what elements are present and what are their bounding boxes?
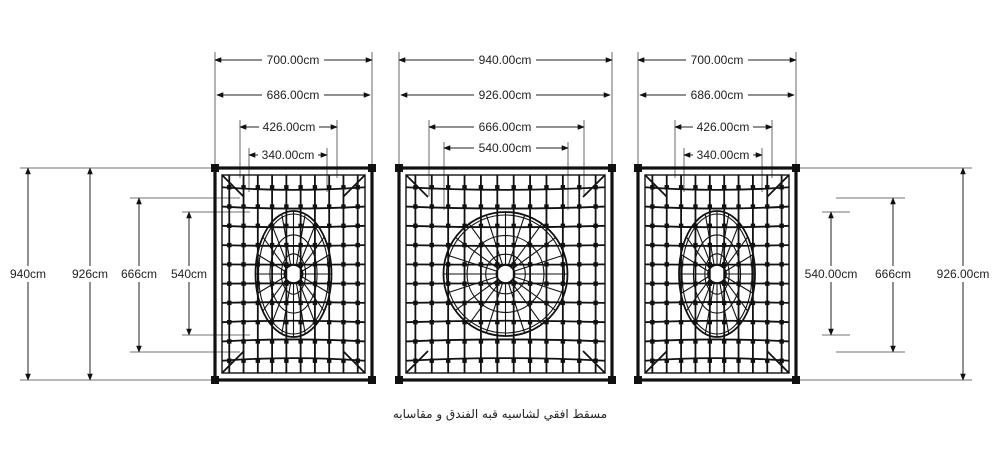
joint-node [327,359,331,363]
joint-node [227,224,231,228]
joint-node [479,185,483,189]
dome-radial-rib [302,255,330,272]
dim-label-top-2: 926.00cm [478,88,532,102]
joint-node [284,204,288,208]
joint-node [446,224,450,228]
joint-node [462,359,466,363]
dome-radial-rib [302,277,330,294]
corner-plate [792,164,800,172]
joint-node [765,281,769,285]
joint-node [479,339,483,343]
joint-node [356,224,360,228]
dim-label-side-2: 926cm [71,267,109,281]
joint-node [413,301,417,305]
joint-node [511,339,515,343]
dim-label-top-2: 686.00cm [266,88,320,102]
joint-node [327,204,331,208]
joint-node [650,339,654,343]
joint-node [679,185,683,189]
joint-node [765,320,769,324]
joint-node [241,320,245,324]
joint-node [227,281,231,285]
joint-node [577,185,581,189]
joint-node [779,359,783,363]
dim-label-top-3: 426.00cm [696,120,750,134]
joint-node [779,204,783,208]
joint-node [341,204,345,208]
joint-node [751,185,755,189]
joint-node [413,339,417,343]
joint-node [593,301,597,305]
joint-node [561,320,565,324]
joint-node [446,204,450,208]
joint-node [708,320,712,324]
joint-node [779,301,783,305]
joint-node [327,185,331,189]
joint-node [495,224,499,228]
joint-node [751,224,755,228]
plan-center [395,52,616,384]
joint-node [650,224,654,228]
dim-label-side-2: 666cm [874,267,912,281]
joint-node [298,320,302,324]
dim-label-top-4: 540.00cm [478,141,532,155]
corner-brace [645,175,667,197]
joint-node [495,339,499,343]
corner-plate [211,376,219,384]
joint-node [341,262,345,266]
joint-node [341,339,345,343]
joint-node [650,243,654,247]
joint-node [708,359,712,363]
joint-node [593,281,597,285]
joint-node [693,185,697,189]
corner-plate [608,376,616,384]
plan-right [634,52,993,384]
joint-node [313,359,317,363]
joint-node [561,359,565,363]
joint-node [341,224,345,228]
corner-brace [343,175,365,197]
joint-node [593,243,597,247]
joint-node [356,339,360,343]
joint-node [462,281,466,285]
joint-node [650,281,654,285]
joint-node [528,185,532,189]
joint-node [765,301,769,305]
joint-node [413,204,417,208]
joint-node [356,243,360,247]
joint-node [650,320,654,324]
joint-node [511,359,515,363]
joint-node [341,185,345,189]
joint-node [430,243,434,247]
dim-label-top-3: 666.00cm [478,120,532,134]
joint-node [650,185,654,189]
joint-node [650,359,654,363]
joint-node [462,204,466,208]
joint-node [751,339,755,343]
joint-node [679,204,683,208]
joint-node [765,262,769,266]
joint-node [227,204,231,208]
plan-center-top-dimensions [399,52,612,155]
joint-node [256,224,260,228]
joint-node [708,339,712,343]
joint-node [298,339,302,343]
joint-node [528,320,532,324]
joint-node [561,204,565,208]
joint-node [693,204,697,208]
joint-node [511,204,515,208]
joint-node [446,339,450,343]
joint-node [751,359,755,363]
frame-outer-rect [215,168,372,380]
joint-node [356,185,360,189]
joint-node [593,339,597,343]
joint-node [479,224,483,228]
joint-node [722,359,726,363]
joint-node [665,359,669,363]
joint-node [722,320,726,324]
corner-brace [222,175,244,197]
joint-node [679,320,683,324]
joint-node [356,204,360,208]
joint-node [430,359,434,363]
joint-node [413,281,417,285]
joint-node [593,224,597,228]
joint-node [356,262,360,266]
joint-node [413,224,417,228]
joint-node [765,243,769,247]
joint-node [665,301,669,305]
plan-left-top-dimensions [215,52,372,162]
joint-node [298,185,302,189]
joint-node [561,224,565,228]
joint-node [665,281,669,285]
joint-node [561,185,565,189]
joint-node [528,339,532,343]
corner-plate [211,164,219,172]
dome-oculus [497,265,515,283]
joint-node [779,281,783,285]
joint-node [736,185,740,189]
joint-node [341,281,345,285]
joint-node [722,204,726,208]
joint-node [298,359,302,363]
joint-node [313,204,317,208]
joint-node [751,320,755,324]
joint-node [341,301,345,305]
joint-node [413,243,417,247]
joint-node [227,320,231,324]
joint-node [544,281,548,285]
joint-node [495,320,499,324]
corner-plate [634,164,642,172]
joint-node [736,339,740,343]
dome-radial-rib [257,277,285,294]
joint-node [256,320,260,324]
joint-node [722,185,726,189]
corner-brace [406,351,428,373]
corner-plate [395,164,403,172]
corner-plate [792,376,800,384]
joint-node [577,262,581,266]
horizontal-bar [406,358,605,361]
joint-node [227,359,231,363]
joint-node [430,224,434,228]
joint-node [430,262,434,266]
horizontal-bar [406,207,605,209]
joint-node [227,185,231,189]
joint-node [593,262,597,266]
joint-node [313,339,317,343]
joint-node [241,204,245,208]
corner-plate [368,164,376,172]
joint-node [241,243,245,247]
dim-label-side-3: 926.00cm [936,267,990,281]
joint-node [327,339,331,343]
joint-node [708,185,712,189]
joint-node [577,301,581,305]
joint-node [241,301,245,305]
joint-node [270,204,274,208]
joint-node [650,301,654,305]
joint-node [665,224,669,228]
joint-node [665,185,669,189]
joint-node [751,204,755,208]
joint-node [430,185,434,189]
joint-node [341,359,345,363]
joint-node [241,224,245,228]
joint-node [356,359,360,363]
joint-node [356,281,360,285]
joint-node [462,339,466,343]
joint-node [577,224,581,228]
joint-node [241,185,245,189]
corner-brace [767,351,789,373]
dim-label-side-1: 540.00cm [804,267,858,281]
joint-node [479,204,483,208]
joint-node [298,204,302,208]
joint-node [708,224,712,228]
joint-node [779,262,783,266]
joint-node [284,339,288,343]
joint-node [495,204,499,208]
joint-node [779,185,783,189]
corner-brace [767,175,789,197]
joint-node [241,281,245,285]
joint-node [593,204,597,208]
frame-outer-rect [638,168,796,380]
joint-node [341,320,345,324]
plan-right-frame [634,164,800,384]
plan-left-side-dimensions [6,168,211,380]
joint-node [511,320,515,324]
joint-node [577,339,581,343]
joint-node [413,262,417,266]
joint-node [495,185,499,189]
joint-node [430,204,434,208]
joint-node [511,185,515,189]
joint-node [528,204,532,208]
corner-brace [583,351,605,373]
joint-node [327,224,331,228]
joint-node [430,301,434,305]
joint-node [256,339,260,343]
joint-node [227,243,231,247]
joint-node [430,320,434,324]
frame-inner-rect [406,175,605,373]
joint-node [577,281,581,285]
joint-node [256,204,260,208]
horizontal-bar [406,187,605,190]
corner-plate [368,376,376,384]
joint-node [270,339,274,343]
joint-node [665,339,669,343]
dim-label-side-1: 940cm [9,267,47,281]
joint-node [284,320,288,324]
joint-node [241,359,245,363]
plan-left [6,52,376,384]
joint-node [413,320,417,324]
joint-node [577,204,581,208]
joint-node [495,359,499,363]
dim-label-top-3: 426.00cm [262,120,316,134]
joint-node [227,262,231,266]
dim-label-top-1: 700.00cm [266,53,320,67]
joint-node [765,224,769,228]
joint-node [765,339,769,343]
joint-node [446,320,450,324]
joint-node [722,339,726,343]
joint-node [528,224,532,228]
joint-node [544,204,548,208]
joint-node [284,185,288,189]
joint-node [341,243,345,247]
joint-node [313,185,317,189]
joint-node [765,359,769,363]
joint-node [544,262,548,266]
joint-node [227,339,231,343]
joint-node [284,359,288,363]
joint-node [270,359,274,363]
joint-node [779,339,783,343]
plan-right-side-dimensions [801,168,993,380]
dim-label-top-4: 340.00cm [261,148,315,162]
joint-node [479,320,483,324]
joint-node [227,301,231,305]
plan-right-extension-lines [638,52,972,380]
joint-node [736,204,740,208]
joint-node [462,262,466,266]
joint-node [356,301,360,305]
horizontal-bar [406,339,605,341]
joint-node [511,224,515,228]
joint-node [284,224,288,228]
joint-node [765,204,769,208]
corner-brace [406,175,428,197]
dim-label-side-3: 666cm [120,267,158,281]
dim-label-top-1: 700.00cm [690,53,744,67]
joint-node [665,243,669,247]
dim-label-top-2: 686.00cm [690,88,744,102]
joint-node [256,185,260,189]
joint-node [528,359,532,363]
drawing-caption: مسقط افقي لشاسيه قبه الفندق و مقاسابه [392,407,608,421]
joint-node [544,339,548,343]
dim-label-side-4: 540cm [170,267,208,281]
joint-node [241,262,245,266]
joint-node [679,339,683,343]
corner-brace [583,175,605,197]
joint-node [693,339,697,343]
corner-plate [634,376,642,384]
joint-node [765,185,769,189]
joint-node [665,320,669,324]
joint-node [779,243,783,247]
joint-node [256,359,260,363]
joint-node [241,339,245,343]
joint-node [327,320,331,324]
corner-brace [222,351,244,373]
joint-node [708,204,712,208]
joint-node [577,243,581,247]
corner-plate [395,376,403,384]
joint-node [650,204,654,208]
joint-node [736,359,740,363]
joint-node [665,262,669,266]
joint-node [270,185,274,189]
joint-node [577,359,581,363]
joint-node [430,339,434,343]
joint-node [665,204,669,208]
corner-brace [645,351,667,373]
joint-node [430,281,434,285]
joint-node [561,339,565,343]
dim-label-top-4: 340.00cm [696,148,750,162]
joint-node [298,224,302,228]
joint-node [479,359,483,363]
dome-radial-rib [257,255,285,272]
joint-node [779,320,783,324]
joint-node [446,359,450,363]
joint-node [722,224,726,228]
joint-node [679,359,683,363]
joint-node [693,359,697,363]
joint-node [650,262,654,266]
joint-node [544,359,548,363]
corner-plate [608,164,616,172]
plan-center-frame [395,164,616,384]
joint-node [577,320,581,324]
joint-node [356,320,360,324]
corner-brace [343,351,365,373]
joint-node [593,320,597,324]
dim-label-top-1: 940.00cm [478,53,532,67]
joint-node [462,185,466,189]
joint-node [544,185,548,189]
plan-left-frame [211,164,376,384]
joint-node [779,224,783,228]
joint-node [446,185,450,189]
joint-node [679,224,683,228]
